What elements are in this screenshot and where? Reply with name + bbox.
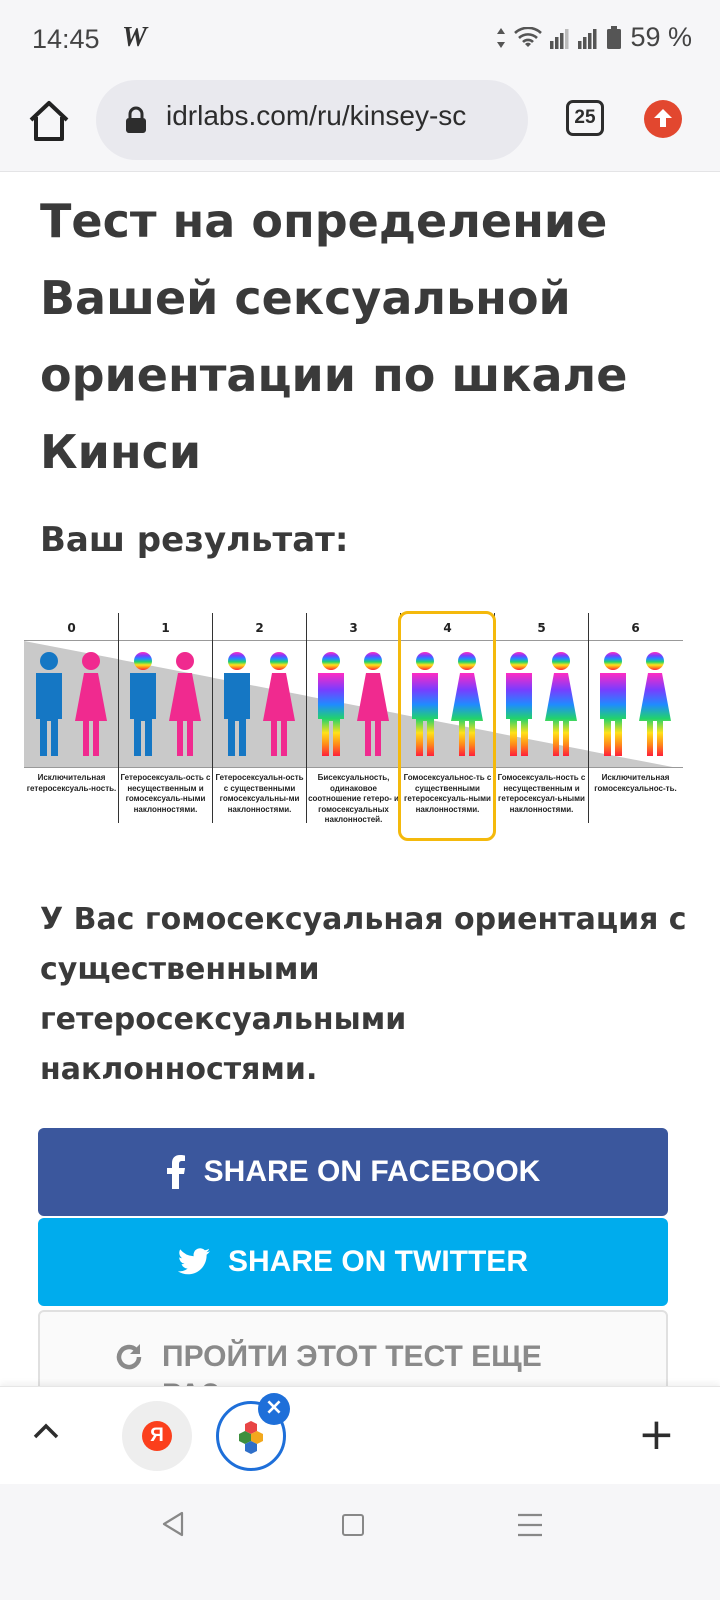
kinsey-separator <box>588 613 589 823</box>
twitter-icon <box>178 1248 210 1276</box>
browser-toolbar <box>0 80 720 172</box>
app-badge-icon: W <box>122 22 147 53</box>
plus-icon[interactable]: + <box>638 1409 675 1460</box>
home-nav-icon[interactable] <box>342 1514 364 1536</box>
kinsey-description: Бисексуальность, одинаковое соотношение гетеро- и гомосексуальных наклонностей. <box>308 773 399 824</box>
kinsey-figures <box>494 640 589 768</box>
kinsey-figures <box>24 640 119 768</box>
kinsey-separator <box>306 613 307 823</box>
battery-icon <box>606 26 622 50</box>
address-bar[interactable] <box>96 80 528 160</box>
upload-icon[interactable] <box>644 100 682 138</box>
kinsey-separator <box>212 613 213 823</box>
share-twitter-label: SHARE ON TWITTER <box>228 1245 528 1278</box>
kinsey-number: 6 <box>631 621 640 635</box>
kinsey-figures <box>306 640 401 768</box>
kinsey-column-5 <box>494 613 589 828</box>
result-description: У Вас гомосексуальная ориентация с существенными гетеросексуальными наклонностями. <box>40 902 687 1087</box>
kinsey-description: Исключительная гетеросексуаль-ность. <box>26 773 117 793</box>
chevron-up-icon[interactable] <box>32 1421 60 1441</box>
facebook-icon <box>166 1155 186 1189</box>
status-icons <box>496 22 692 53</box>
refresh-icon <box>114 1342 144 1372</box>
bottom-toolbar <box>0 1386 720 1484</box>
kinsey-figures <box>118 640 213 768</box>
recents-menu-icon[interactable] <box>516 1512 544 1538</box>
kinsey-description: Гомосексуаль-ность с несущественным и гетеросексуал-ьными наклонностями. <box>497 773 586 814</box>
yandex-logo-icon: Я <box>142 1421 172 1451</box>
kinsey-number: 1 <box>161 621 170 635</box>
kinsey-column-1 <box>118 613 213 828</box>
kinsey-number: 4 <box>443 621 452 635</box>
kinsey-scale-chart <box>24 613 694 853</box>
result-heading: Ваш результат: <box>40 520 349 560</box>
kinsey-column-3 <box>306 613 401 828</box>
battery-percent: 59 % <box>630 22 692 52</box>
status-bar <box>0 0 720 80</box>
kinsey-column-6 <box>588 613 683 828</box>
selected-result-highlight <box>398 611 496 841</box>
kinsey-separator <box>118 613 119 823</box>
lock-icon <box>124 106 148 134</box>
kinsey-number: 3 <box>349 621 358 635</box>
status-time: 14:45 <box>32 24 100 54</box>
kinsey-description: Гомосексуальнос-ть с существенными гетеросексуаль-ными наклонностями. <box>403 773 492 814</box>
kinsey-description: Исключительная гомосексуальнос-ть. <box>594 773 677 793</box>
yandex-button[interactable] <box>122 1401 192 1471</box>
page-title: Тест на определение Вашей сексуальной ориентации по шкале Кинси <box>40 194 628 479</box>
back-icon[interactable] <box>160 1510 186 1538</box>
kinsey-number: 5 <box>537 621 546 635</box>
wifi-icon <box>514 27 542 49</box>
kinsey-number: 2 <box>255 621 264 635</box>
page-content <box>0 173 720 1413</box>
share-twitter-button[interactable] <box>38 1218 668 1306</box>
kinsey-figures <box>212 640 307 768</box>
kinsey-description: Гетеросексуаль-ость с несущественным и гомосексуаль-ными наклонностями. <box>120 773 211 814</box>
share-facebook-label: SHARE ON FACEBOOK <box>203 1155 541 1188</box>
kinsey-column-2 <box>212 613 307 828</box>
share-facebook-button[interactable] <box>38 1128 668 1216</box>
url-text: idrlabs.com/ru/kinsey-sc <box>166 100 467 131</box>
home-icon[interactable] <box>26 98 72 144</box>
kinsey-figures <box>588 640 683 768</box>
system-navigation-bar <box>0 1484 720 1600</box>
close-tab-icon[interactable]: × <box>258 1393 290 1425</box>
kinsey-description: Гетеросексуальн-ость с существенными гомосексуальны-ми наклонностями. <box>215 773 304 814</box>
tabs-button[interactable]: 25 <box>566 100 604 136</box>
signal-icon-2 <box>578 27 598 49</box>
retake-test-label: ПРОЙТИ ЭТОТ ТЕСТ ЕЩЕ <box>162 1340 542 1373</box>
signal-icon-1 <box>550 27 570 49</box>
kinsey-number: 0 <box>67 621 76 635</box>
data-arrows-icon <box>496 27 506 49</box>
kinsey-column-0 <box>24 613 119 828</box>
